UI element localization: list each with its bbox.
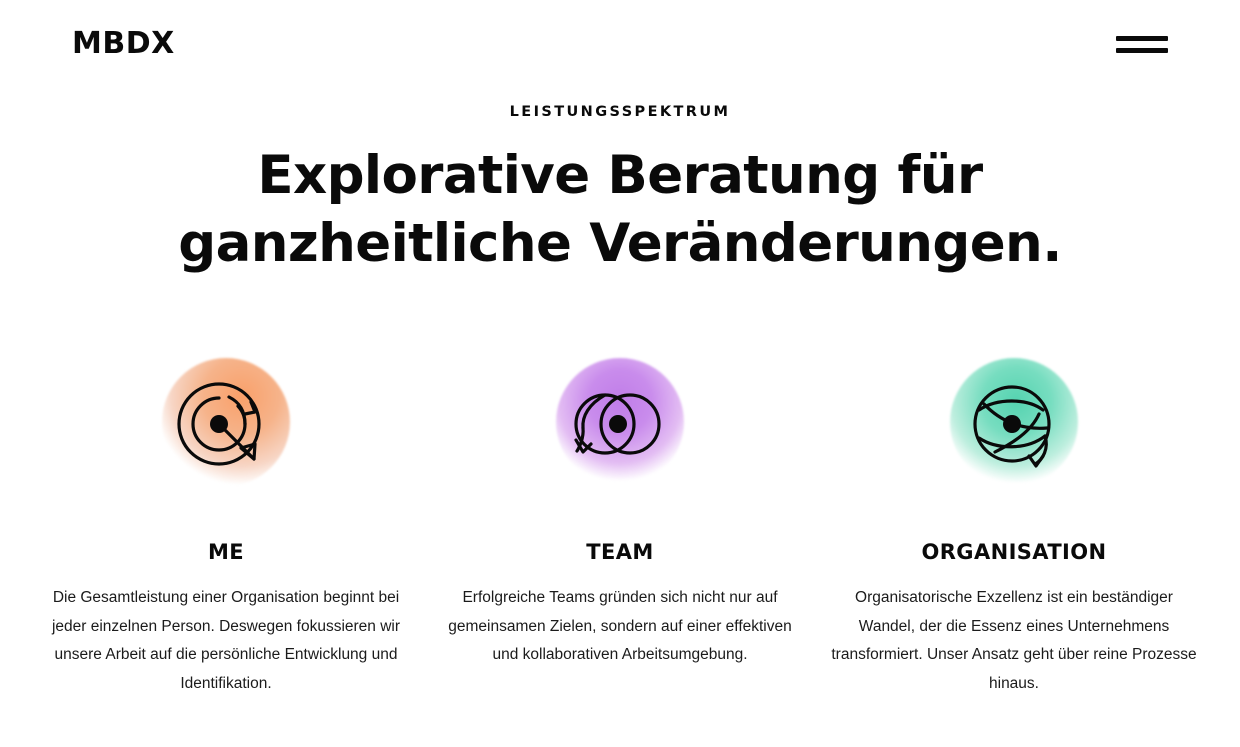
icon-wrap-me xyxy=(151,352,301,502)
intro-section xyxy=(0,104,1240,278)
card-text-me: Die Gesamtleistung einer Organisation beginnt bei jeder einzelnen Person. Deswegen fokussieren wir unsere Arbeit auf die persönliche Entwicklung und Identifikation. xyxy=(51,589,401,692)
card-me xyxy=(40,352,412,698)
icon-wrap-organisation xyxy=(939,352,1089,502)
card-organisation xyxy=(828,352,1200,698)
logo[interactable]: MBDX xyxy=(72,26,175,61)
hamburger-bar-top xyxy=(1116,36,1168,41)
card-team xyxy=(434,352,806,670)
card-text-organisation: Organisatorische Exzellenz ist ein beständiger Wandel, der die Essenz eines Unternehmens transformiert. Unser Ansatz geht über reine Prozesse hinaus. xyxy=(831,589,1197,692)
page-title: Explorative Beratung für ganzheitliche Veränderungen. xyxy=(178,145,1062,274)
card-title-me: ME xyxy=(207,540,245,564)
section-eyebrow: LEISTUNGSSPEKTRUM xyxy=(509,104,731,120)
hamburger-menu-icon[interactable] xyxy=(1112,27,1168,61)
network-orbit-icon xyxy=(939,352,1089,502)
target-arrow-icon xyxy=(151,352,301,502)
card-title-organisation: ORGANISATION xyxy=(921,540,1107,564)
icon-wrap-team xyxy=(545,352,695,502)
hamburger-bar-bottom xyxy=(1116,48,1168,53)
card-title-team: TEAM xyxy=(586,540,654,564)
card-text-team: Erfolgreiche Teams gründen sich nicht nur auf gemeinsamen Zielen, sondern auf einer effektiven und kollaborativen Arbeitsumgebung. xyxy=(448,589,792,664)
overlapping-circles-icon xyxy=(545,352,695,502)
service-cards xyxy=(40,352,1200,698)
site-header xyxy=(0,0,1240,88)
